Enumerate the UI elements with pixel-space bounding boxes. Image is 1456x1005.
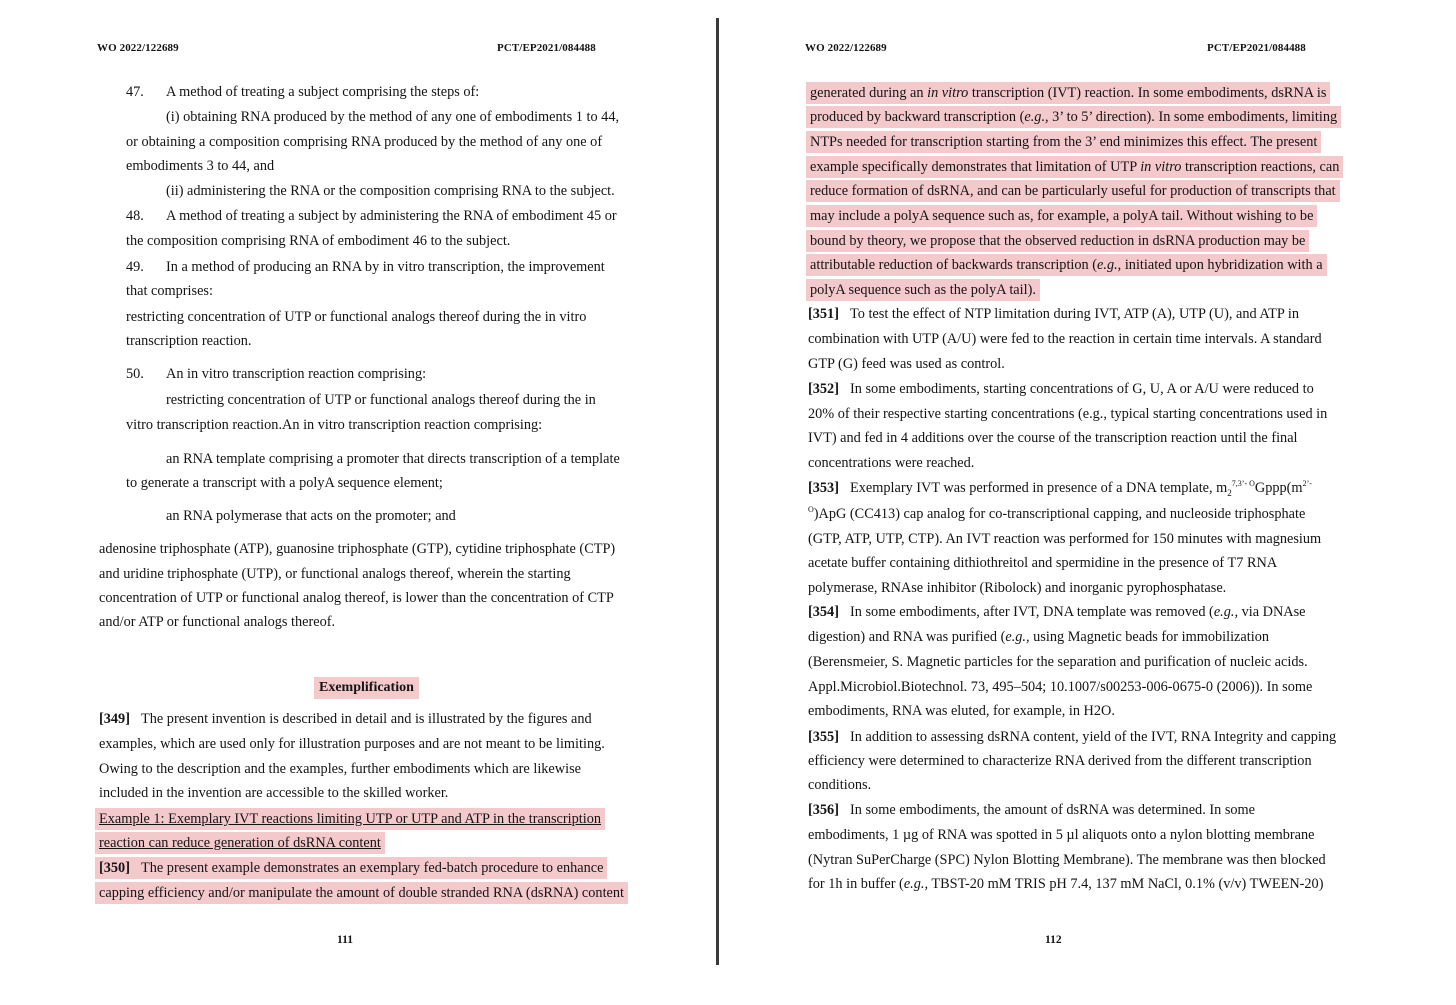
paragraph-349-line: included in the invention are accessible to the skilled worker. <box>99 785 449 801</box>
right-page <box>720 0 1456 1005</box>
paragraph-354-line: digestion) and RNA was purified (e.g., using Magnetic beads for immobilization <box>808 629 1269 645</box>
paragraph-353-line: $^O$)ApG (CC413) cap analog for co-transcriptional capping, and nucleoside triphosphate <box>808 505 1306 522</box>
paragraph-350-line: capping efficiency and/or manipulate the amount of double stranded RNA (dsRNA) content <box>99 884 628 902</box>
claim-49-line: 49. In a method of producing an RNA by in vitro transcription, the improvement <box>126 259 605 275</box>
paragraph-355-line: conditions. <box>808 777 872 793</box>
publication-number: WO 2022/122689 <box>97 42 179 54</box>
paragraph-349-line: Owing to the description and the examples, further embodiments which are likewise <box>99 761 581 777</box>
continuation-line: example specifically demonstrates that limitation of UTP in vitro transcription reactions, can <box>810 158 1343 176</box>
continuation-line: bound by theory, we propose that the observed reduction in dsRNA production may be <box>810 232 1309 250</box>
claim-48-line: the composition comprising RNA of embodiment 46 to the subject. <box>126 233 511 249</box>
paragraph-352-line: 20% of their respective starting concentrations (e.g., typical starting concentrations used in <box>808 406 1328 422</box>
claim-50-line: an RNA polymerase that acts on the promoter; and <box>166 508 456 524</box>
continuation-line: polyA sequence such as the polyA tail). <box>810 281 1040 299</box>
claim-50-line: restricting concentration of UTP or functional analogs thereof during the in <box>166 392 596 408</box>
paragraph-356-line: for 1h in buffer (e.g., TBST-20 mM TRIS pH 7.4, 137 mM NaCl, 0.1% (v/v) TWEEN-20) <box>808 876 1324 892</box>
paragraph-353-line: acetate buffer containing dithiothreitol and spermidine in the presence of T7 RNA <box>808 555 1278 571</box>
paragraph-349-line: [349] The present invention is described in detail and is illustrated by the figures and <box>99 711 592 727</box>
paragraph-354-line: embodiments, RNA was eluted, for example, in H2O. <box>808 703 1115 719</box>
continuation-line: attributable reduction of backwards transcription (e.g., initiated upon hybridization with a <box>810 256 1327 274</box>
claim-49-line: restricting concentration of UTP or functional analogs thereof during the in vitro <box>126 309 587 325</box>
paragraph-351-line: [351] To test the effect of NTP limitation during IVT, ATP (A), UTP (U), and ATP in <box>808 306 1300 322</box>
claim-47-line: or obtaining a composition comprising RNA produced by the method of any one of <box>126 134 603 150</box>
continuation-line: generated during an in vitro transcription (IVT) reaction. In some embodiments, dsRNA is <box>810 84 1330 102</box>
page-number: 111 <box>337 934 353 946</box>
paragraph-356-line: (Nytran SuPerCharge (SPC) Nylon Blotting Membrane). The membrane was then blocked <box>808 852 1326 868</box>
paragraph-354-line: [354] In some embodiments, after IVT, DNA template was removed (e.g., via DNAse <box>808 604 1306 620</box>
claim-47-line: (i) obtaining RNA produced by the method of any one of embodiments 1 to 44, <box>166 109 620 125</box>
claim-50-line: an RNA template comprising a promoter that directs transcription of a template <box>166 451 620 467</box>
paragraph-352-line: IVT) and fed in 4 additions over the course of the transcription reaction until the final <box>808 430 1298 446</box>
paragraph-354-line: Appl.Microbiol.Biotechnol. 73, 495–504; 10.1007/s00253-006-0675-0 (2006)). In some <box>808 679 1313 695</box>
publication-number: WO 2022/122689 <box>805 42 887 54</box>
application-number: PCT/EP2021/084488 <box>497 42 596 54</box>
paragraph-351-line: combination with UTP (A/U) were fed to the reaction in certain time intervals. A standard <box>808 331 1322 347</box>
paragraph-353-line: (GTP, ATP, UTP, CTP). An IVT reaction was performed for 150 minutes with magnesium <box>808 531 1322 547</box>
paragraph-355-line: [355] In addition to assessing dsRNA content, yield of the IVT, RNA Integrity and capping <box>808 729 1337 745</box>
section-heading: Exemplification <box>314 677 419 699</box>
paragraph-349-line: examples, which are used only for illustration purposes and are not meant to be limiting. <box>99 736 605 752</box>
claim-48-line: 48. A method of treating a subject by administering the RNA of embodiment 45 or <box>126 208 617 224</box>
claim-47-line: (ii) administering the RNA or the composition comprising RNA to the subject. <box>166 183 615 199</box>
claim-49-line: that comprises: <box>126 283 213 299</box>
claim-50-line: adenosine triphosphate (ATP), guanosine triphosphate (GTP), cytidine triphosphate (CTP) <box>99 541 616 557</box>
claim-50-line: and uridine triphosphate (UTP), or functional analogs thereof, wherein the starting <box>99 566 571 582</box>
claim-50-line: concentration of UTP or functional analog thereof, is lower than the concentration of CTP <box>99 590 614 606</box>
example-title-line: Example 1: Exemplary IVT reactions limiting UTP or UTP and ATP in the transcription <box>99 810 605 828</box>
paragraph-355-line: efficiency were determined to characterize RNA derived from the different transcription <box>808 753 1312 769</box>
claim-50-line: vitro transcription reaction.An in vitro transcription reaction comprising: <box>126 417 543 433</box>
continuation-line: may include a polyA sequence such as, for example, a polyA tail. Without wishing to be <box>810 207 1317 225</box>
paragraph-353-line: [353] Exemplary IVT was performed in presence of a DNA template, $m_2^{7,3’- O}Gppp(m^{2’-}$ <box>808 479 1312 498</box>
page-number: 112 <box>1045 934 1062 946</box>
claim-47-line: 47. A method of treating a subject comprising the steps of: <box>126 84 480 100</box>
claim-49-line: transcription reaction. <box>126 333 252 349</box>
continuation-line: NTPs needed for transcription starting from the 3’ end minimizes this effect. The present <box>810 133 1321 151</box>
paragraph-352-line: [352] In some embodiments, starting concentrations of G, U, A or A/U were reduced to <box>808 381 1314 397</box>
claim-50-line: and/or ATP or functional analogs thereof. <box>99 614 336 630</box>
left-page <box>0 0 718 1005</box>
paragraph-350-line: [350] The present example demonstrates an exemplary fed-batch procedure to enhance <box>99 859 607 877</box>
continuation-line: reduce formation of dsRNA, and can be particularly useful for production of transcripts that <box>810 182 1340 200</box>
paragraph-353-line: polymerase, RNAse inhibitor (Ribolock) and inorganic pyrophosphatase. <box>808 580 1227 596</box>
application-number: PCT/EP2021/084488 <box>1207 42 1306 54</box>
paragraph-352-line: concentrations were reached. <box>808 455 975 471</box>
claim-47-line: embodiments 3 to 44, and <box>126 158 275 174</box>
paragraph-356-line: [356] In some embodiments, the amount of dsRNA was determined. In some <box>808 802 1256 818</box>
claim-50-line: to generate a transcript with a polyA sequence element; <box>126 475 443 491</box>
paragraph-354-line: (Berensmeier, S. Magnetic particles for the separation and purification of nucleic acids. <box>808 654 1308 670</box>
paragraph-351-line: GTP (G) feed was used as control. <box>808 356 1005 372</box>
example-title-line: reaction can reduce generation of dsRNA content <box>99 834 385 852</box>
continuation-line: produced by backward transcription (e.g., 3’ to 5’ direction). In some embodiments, limiting <box>810 108 1341 126</box>
claim-50-line: 50. An in vitro transcription reaction comprising: <box>126 366 427 382</box>
paragraph-356-line: embodiments, 1 µg of RNA was spotted in 5 µl aliquots onto a nylon blotting membrane <box>808 827 1315 843</box>
